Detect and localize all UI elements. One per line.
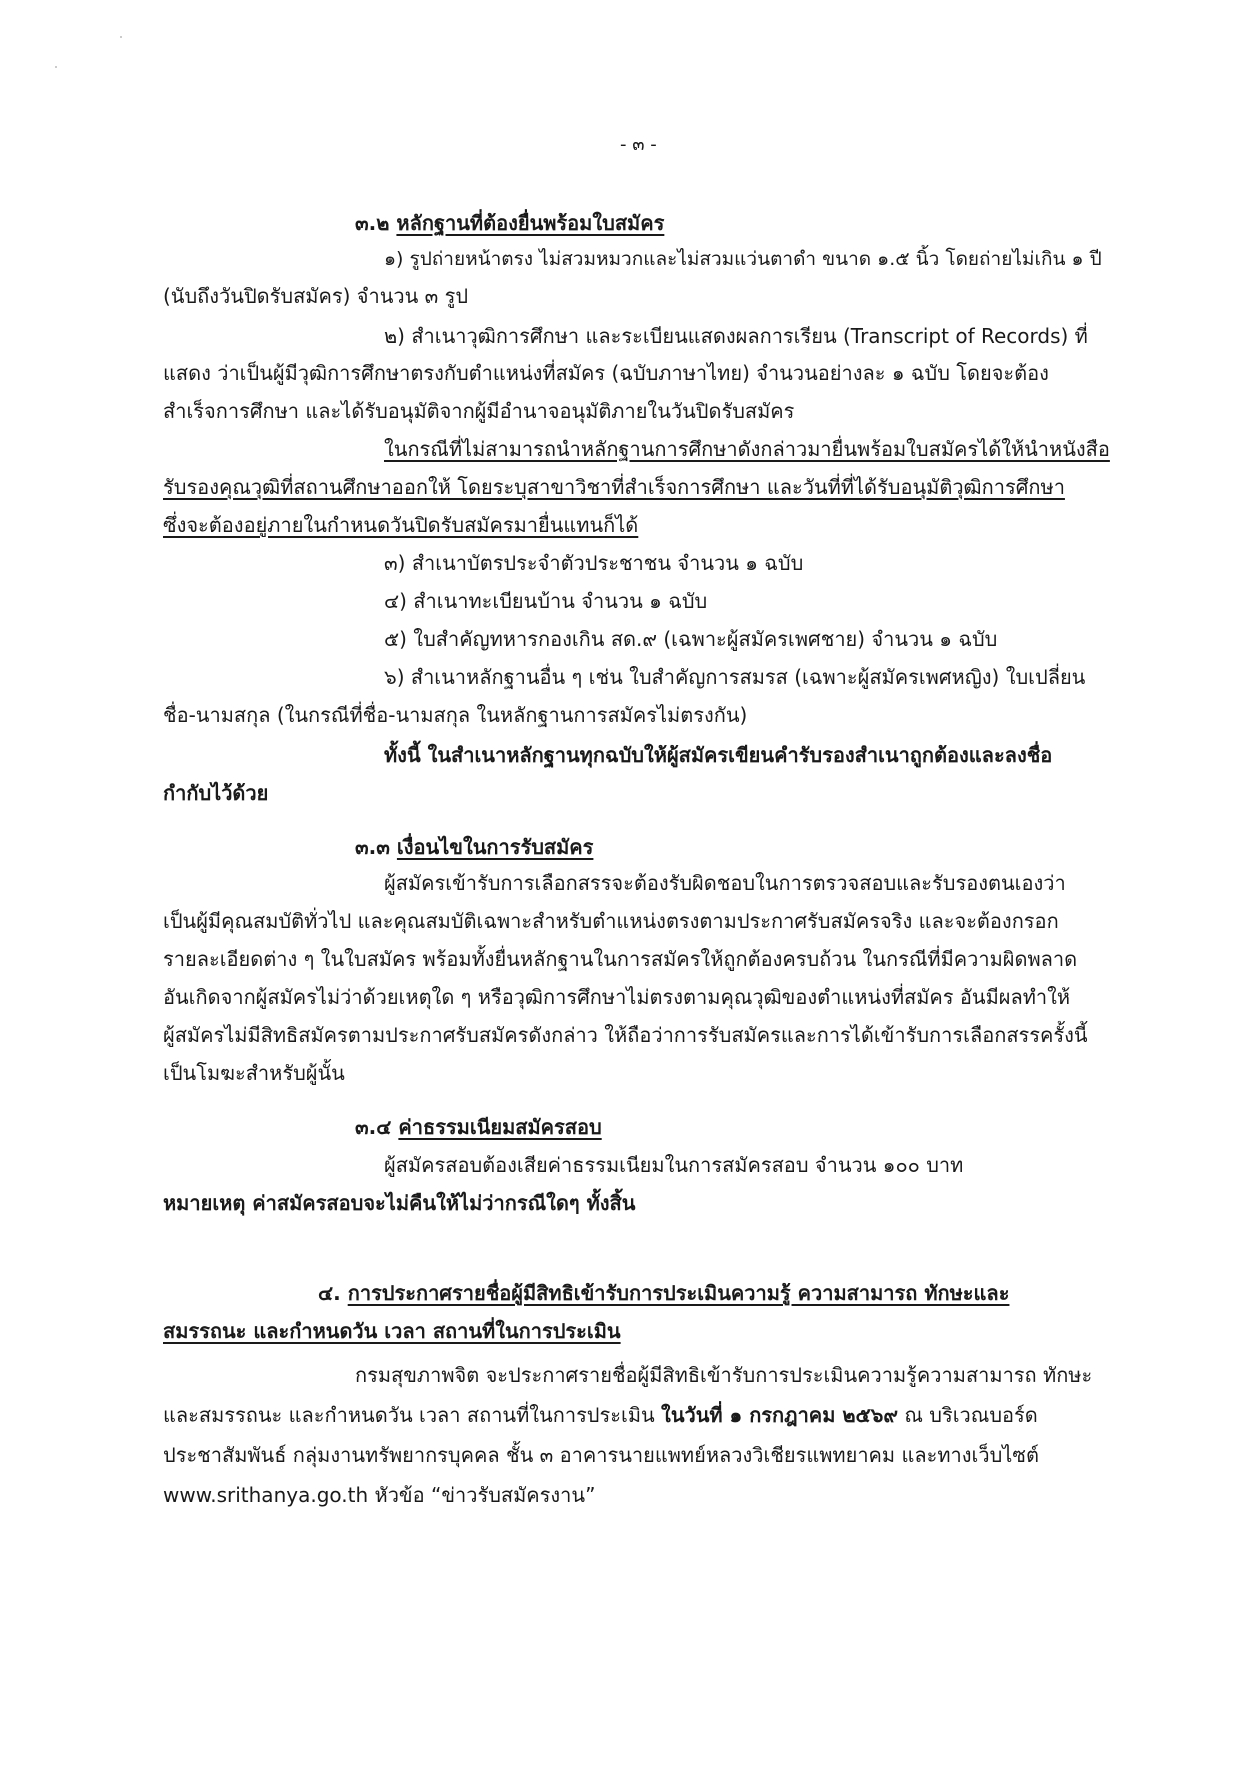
note-line: รับรองคุณวุฒิที่สถานศึกษาออกให้ โดยระบุสาขาวิชาที่สำเร็จการศึกษา และวันที่ที่ได้รับอนุมัติวุฒิการศึกษา — [163, 475, 1065, 499]
paragraph-line: ผู้สมัครไม่มีสิทธิสมัครตามประกาศรับสมัครดังกล่าว ให้ถือว่าการรับสมัครและการได้เข้ารับการเลือกสรรครั้งนี้ — [163, 1023, 1088, 1047]
text-segment: ณ บริเวณบอร์ด — [898, 1403, 1038, 1427]
list-item: ๖) สำเนาหลักฐานอื่น ๆ เช่น ใบสำคัญการสมรส (เฉพาะผู้สมัครเพศหญิง) ใบเปลี่ยน — [384, 665, 1086, 689]
section-number: ๓.๒ — [355, 211, 390, 235]
paragraph-line: เป็นผู้มีคุณสมบัติทั่วไป และคุณสมบัติเฉพาะสำหรับตำแหน่งตรงตามประกาศรับสมัครจริง และจะต้องกรอก — [163, 909, 1059, 933]
section-3-4-heading — [355, 1112, 602, 1142]
note-line: ในกรณีที่ไม่สามารถนำหลักฐานการศึกษาดังกล่าวมายื่นพร้อมใบสมัครได้ให้นำหนังสือ — [384, 437, 1110, 461]
section-title-continued: สมรรถนะ และกำหนดวัน เวลา สถานที่ในการประเมิน — [163, 1319, 621, 1343]
certify-line: กำกับไว้ด้วย — [163, 781, 269, 805]
list-item: ๔) สำเนาทะเบียนบ้าน จำนวน ๑ ฉบับ — [384, 589, 708, 613]
list-item: ๓) สำเนาบัตรประจำตัวประชาชน จำนวน ๑ ฉบับ — [384, 551, 804, 575]
paragraph-line: ประชาสัมพันธ์ กลุ่มงานทรัพยากรบุคคล ชั้น ๓ อาคารนายแพทย์หลวงวิเชียรแพทยาคม และทางเว็บไซต์ — [163, 1443, 1039, 1467]
note-line: ซึ่งจะต้องอยู่ภายในกำหนดวันปิดรับสมัครมายื่นแทนก็ได้ — [163, 513, 639, 537]
text-segment: และสมรรถนะ และกำหนดวัน เวลา สถานที่ในการประเมิน — [163, 1403, 662, 1427]
section-title: หลักฐานที่ต้องยื่นพร้อมใบสมัคร — [396, 211, 665, 235]
section-number: ๓.๔ — [355, 1115, 392, 1139]
certify-line: ทั้งนี้ ในสำเนาหลักฐานทุกฉบับให้ผู้สมัครเขียนคำรับรองสำเนาถูกต้องและลงชื่อ — [384, 743, 1053, 767]
paragraph-line: ๑) รูปถ่ายหน้าตรง ไม่สวมหมวกและไม่สวมแว่นตาดำ ขนาด ๑.๕ นิ้ว โดยถ่ายไม่เกิน ๑ ปี — [384, 248, 1102, 270]
section-title: การประกาศรายชื่อผู้มีสิทธิเข้ารับการประเมินความรู้ ความสามารถ ทักษะและ — [347, 1281, 1010, 1305]
paragraph-line: ชื่อ-นามสกุล (ในกรณีที่ชื่อ-นามสกุล ในหลักฐานการสมัครไม่ตรงกัน) — [163, 703, 748, 727]
announcement-date: ในวันที่ ๑ กรกฎาคม ๒๕๖๙ — [661, 1403, 898, 1427]
paragraph-line: ผู้สมัครสอบต้องเสียค่าธรรมเนียมในการสมัครสอบ จำนวน ๑๐๐ บาท — [384, 1153, 964, 1177]
paragraph-line: ๒) สำเนาวุฒิการศึกษา และระเบียนแสดงผลการเรียน (Transcript of Records) ที่ — [384, 324, 1088, 348]
paragraph-line: ผู้สมัครเข้ารับการเลือกสรรจะต้องรับผิดชอบในการตรวจสอบและรับรองตนเองว่า — [384, 871, 1066, 895]
paragraph-line: เป็นโมฆะสำหรับผู้นั้น — [163, 1061, 345, 1085]
remark-line: หมายเหตุ ค่าสมัครสอบจะไม่คืนให้ไม่ว่ากรณีใดๆ ทั้งสิ้น — [163, 1191, 636, 1215]
paragraph-line-with-date — [163, 1400, 1038, 1430]
paragraph-line: รายละเอียดต่าง ๆ ในใบสมัคร พร้อมทั้งยื่นหลักฐานในการสมัครให้ถูกต้องครบถ้วน ในกรณีที่มีความผิดพลาด — [163, 947, 1078, 971]
paragraph-line: แสดง ว่าเป็นผู้มีวุฒิการศึกษาตรงกับตำแหน่งที่สมัคร (ฉบับภาษาไทย) จำนวนอย่างละ ๑ ฉบับ โดยจะต้อง — [163, 361, 1049, 385]
paragraph-line: (นับถึงวันปิดรับสมัคร) จำนวน ๓ รูป — [163, 284, 469, 308]
page-number: - ๓ - — [620, 134, 657, 155]
section-3-2-heading — [355, 208, 664, 238]
scan-speck — [120, 36, 122, 38]
paragraph-line: กรมสุขภาพจิต จะประกาศรายชื่อผู้มีสิทธิเข้ารับการประเมินความรู้ความสามารถ ทักษะ — [355, 1363, 1093, 1387]
scan-speck — [55, 66, 57, 68]
paragraph-line: อันเกิดจากผู้สมัครไม่ว่าด้วยเหตุใด ๆ หรือวุฒิการศึกษาไม่ตรงตามคุณวุฒิของตำแหน่งที่สมัคร อันมีผลทำให้ — [163, 985, 1071, 1009]
paragraph-line: www.srithanya.go.th หัวข้อ “ข่าวรับสมัครงาน” — [163, 1483, 596, 1507]
section-title: ค่าธรรมเนียมสมัครสอบ — [398, 1115, 602, 1139]
section-number: ๓.๓ — [355, 835, 390, 859]
paragraph-line: สำเร็จการศึกษา และได้รับอนุมัติจากผู้มีอำนาจอนุมัติภายในวันปิดรับสมัคร — [163, 399, 795, 423]
section-title: เงื่อนไขในการรับสมัคร — [396, 835, 594, 859]
list-item: ๕) ใบสำคัญทหารกองเกิน สด.๙ (เฉพาะผู้สมัครเพศชาย) จำนวน ๑ ฉบับ — [384, 627, 998, 651]
section-number: ๔. — [318, 1281, 341, 1305]
section-4-heading — [318, 1278, 1009, 1308]
section-3-3-heading — [355, 832, 593, 862]
